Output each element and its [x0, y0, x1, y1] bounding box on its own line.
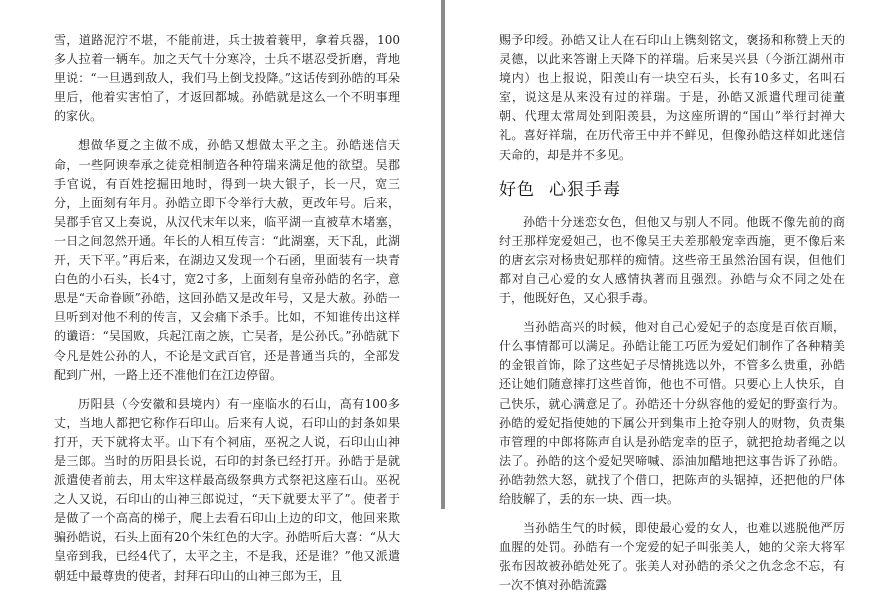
- section-title-part1: 好色: [499, 179, 535, 200]
- paragraph: 孙皓十分迷恋女色，但他又与别人不同。他既不像先前的商纣王那样宠爱妲己，也不像吴王夫差那般宠幸西施，更不像后来的唐玄宗对杨贵妃那样的痴情。这些帝王虽然治国有误，但他们都对自己心爱的女人感情执著而且强烈。孙皓与众不同之处在于，他既好色，又心狠手毒。: [499, 214, 845, 306]
- paragraph: 当孙皓高兴的时候，他对自己心爱妃子的态度是百依百顺，什么事情都可以满足。孙皓让能工巧匠为爱妃们制作了各种精美的金银首饰，除了这些妃子尽情挑选以外，不管多么贵重，孙皓还让她们随意摔打这些首饰，他也不可惜。只要心上人快乐，自己快乐，就心满意足了。孙皓还十分纵容他的爱妃的野蛮行为。孙皓的爱妃指使她的下属公开到集市上抢夺别人的财物，负责集市管理的中郎将陈声自认是孙皓宠幸的臣子，就把抢劫者绳之以法了。孙皓的这个爱妃哭啼喊、添油加醋地把这事告诉了孙皓。孙皓勃然大怒，就找了个借口，把陈声的头锯掉，还把他的尸体给肢解了，丢的东一块、西一块。: [499, 320, 845, 506]
- paragraph: 想做华夏之主做不成，孙皓又想做太平之主。孙皓迷信天命，一些阿谀奉承之徒竞相制造各种符瑞来满足他的欲望。吴郡手官说，有百姓挖掘田地时，得到一块大银子，长一尺，宽三分，上面刻有年月。孙皓立即下令举行大赦，更改年号。后来，吴郡手官又上奏说，从汉代末年以来，临平湖一直被草木堵塞，一日之间忽然开通。年长的人相互传言：“此湖塞，天下乱，此湖开，天下平。”再后来，在湖边又发现一个石函，里面装有一块青白色的小石头，长4寸，宽2寸多，上面刻有皇帝孙皓的名字，意思是“天命眷顾”孙皓，这回孙皓又是改年号，又是大赦。孙皓一旦听到对他不利的传言，又会痛下杀手。比如，不知谁传出这样的谶语：“吴国败，兵起江南之族，亡吴者，是公孙氏。”孙皓就下令凡是姓公孙的人，不论是文武百官，还是普通当兵的，全部发配到广州，一路上还不准他们在江边停留。: [54, 138, 400, 382]
- right-page-text: [499, 31, 845, 595]
- section-title-part2: 心狠手毒: [549, 179, 621, 200]
- left-page: [0, 0, 441, 583]
- left-page-text: [54, 31, 400, 586]
- paragraph: 当孙皓生气的时候，即使最心爱的女人，也难以逃脱他严厉血腥的处罚。孙皓有一个宠爱的妃子叫张美人，她的父亲大将军张布因故被孙皓处死了。张美人对孙皓的杀父之仇念念不忘，有一次不慎对孙皓流露: [499, 521, 845, 593]
- paragraph: 历阳县（今安徽和县境内）有一座临水的石山，高有100多丈，当地人都把它称作石印山。后来有人说，石印山的封条如果打开，天下就将太平。山下有个祠庙，巫祝之人说，石印山山神是三郎。当时的历阳县长说，石印的封条已经打开。孙皓于是就派遣使者前去，用太牢这样最高级祭典方式祭祀这座石山。巫祝之人又说，石印山的山神三郎说过，“天下就要太平了”。使者于是做了一个高高的梯子，爬上去看石印山上边的印文，他回来欺骗孙皓说，石头上面有20个朱红色的大字。孙皓听后大喜：“从大皇帝到我，已经4代了，太平之主，不是我，还是谁？”他又派遣朝廷中最尊贵的使者，封拜石印山的山神三郎为王，且: [54, 396, 400, 583]
- section-title: [499, 178, 845, 202]
- right-page: [445, 0, 886, 593]
- paragraph: 雪，道路泥泞不堪，不能前进，兵士披着蓑甲，拿着兵器，100多人拉着一辆车。加之天气十分寒冷，士兵不堪忍受折磨，背地里说：“一旦遇到敌人，我们马上倒戈投降。”这话传到孙皓的耳朵里后，他着实害怕了，才返回都城。孙皓就是这么一个不明事理的家伙。: [54, 33, 400, 124]
- paragraph: 赐予印绶。孙皓又让人在石印山上镌刻铭文，褒扬和称赞上天的灵德，以此来答谢上天降下的祥瑞。后来吴兴县（今浙江湖州市境内）也上报说，阳羡山有一块空石头，长有10多丈，名叫石室，说这是从来没有过的祥瑞。于是，孙皓又派遣代理司徒董朝、代理太常周处到阳羡县，为这座所谓的“国山”举行封禅大礼。喜好祥瑞，在历代帝王中并不鲜见，但像孙皓这样如此迷信天命的，却是并不多见。: [499, 33, 845, 162]
